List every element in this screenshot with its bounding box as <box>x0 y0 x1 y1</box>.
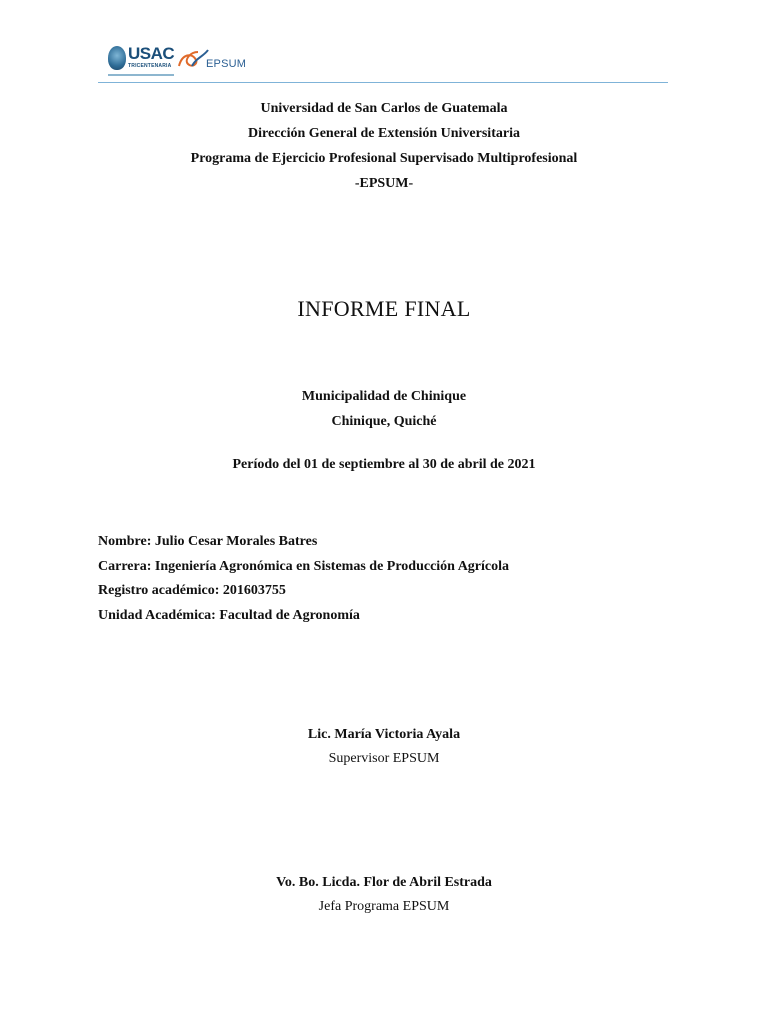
header-logos <box>104 42 254 82</box>
institution-direction: Dirección General de Extensión Universitaria <box>248 126 520 141</box>
supervisor-role: Supervisor EPSUM <box>328 751 440 766</box>
student-info <box>98 530 509 628</box>
usac-logo-text: USAC <box>128 44 175 63</box>
student-unit: Unidad Académica: Facultad de Agronomía <box>98 607 360 623</box>
page-title: INFORME FINAL <box>297 296 471 321</box>
institution-acronym: -EPSUM- <box>354 176 414 191</box>
student-career: Carrera: Ingeniería Agronómica en Sistemas de Producción Agrícola <box>98 558 510 574</box>
head-name: Vo. Bo. Licda. Flor de Abril Estrada <box>276 875 492 890</box>
epsum-logo <box>176 42 252 80</box>
period: Período del 01 de septiembre al 30 de abril de 2021 <box>232 457 536 472</box>
student-name: Nombre: Julio Cesar Morales Batres <box>98 534 318 549</box>
usac-logo <box>104 42 176 80</box>
institution-block <box>0 96 768 196</box>
header-divider <box>98 82 668 83</box>
usac-logo-subtext: TRICENTENARIA <box>128 63 172 69</box>
supervisor-name: Lic. María Victoria Ayala <box>307 727 461 742</box>
institution-program: Programa de Ejercicio Profesional Supervisado Multiprofesional <box>190 151 578 166</box>
head-role: Jefa Programa EPSUM <box>318 899 450 914</box>
location-municipality: Municipalidad de Chinique <box>301 389 467 404</box>
location-block <box>0 384 768 434</box>
institution-university: Universidad de San Carlos de Guatemala <box>260 101 508 116</box>
location-place: Chinique, Quiché <box>331 414 437 429</box>
student-registration: Registro académico: 201603755 <box>98 583 286 598</box>
epsum-logo-text: EPSUM <box>206 58 247 70</box>
epsum-swirl-icon <box>176 46 210 70</box>
usac-logo-bar <box>108 74 174 76</box>
usac-seal-icon <box>108 46 126 70</box>
